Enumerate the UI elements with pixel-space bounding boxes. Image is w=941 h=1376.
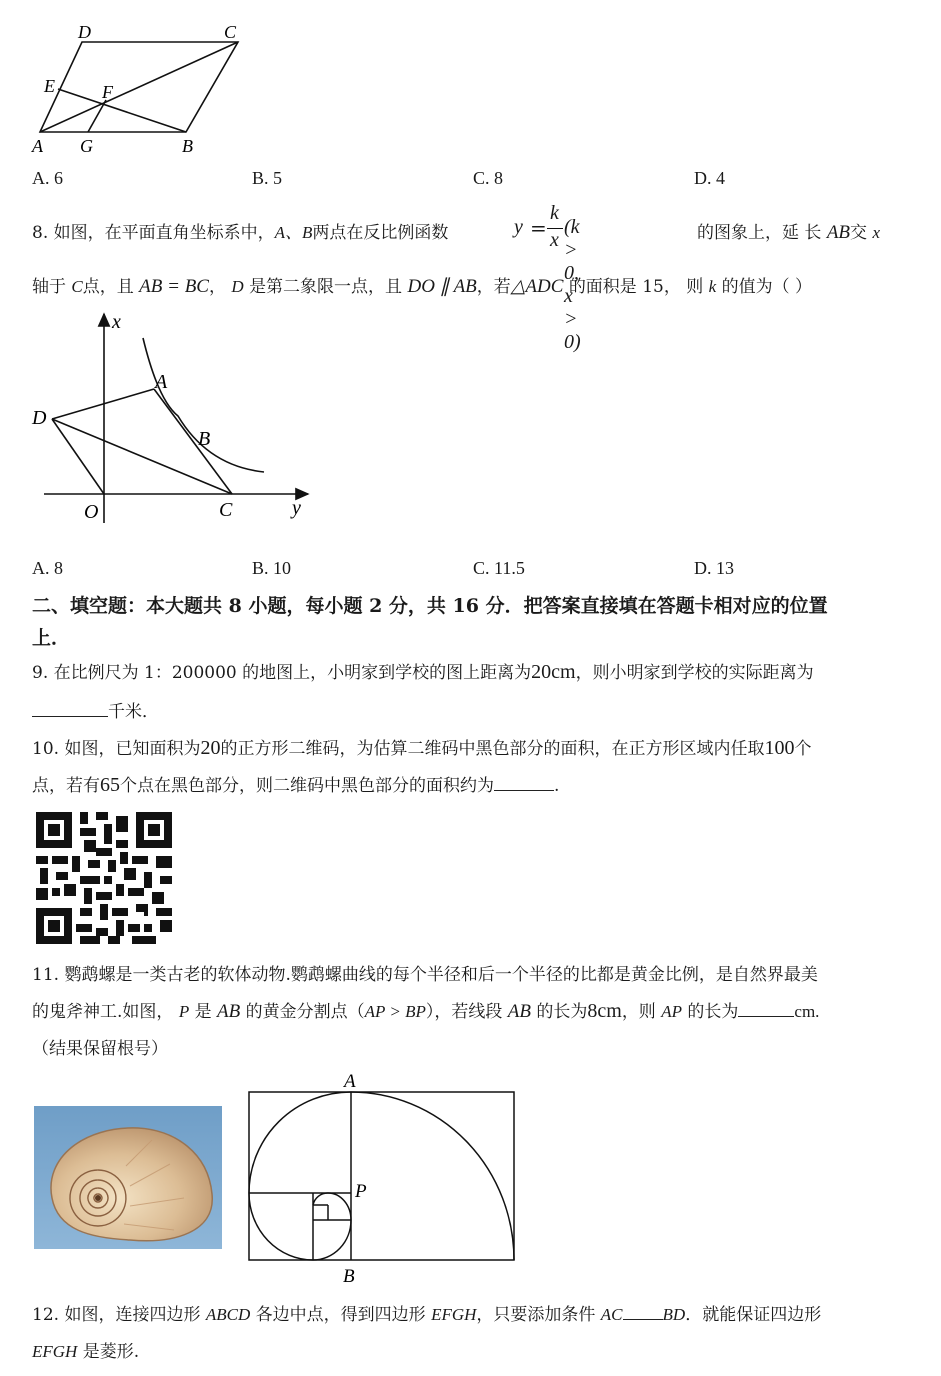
q7-label-b: B (182, 136, 193, 156)
nautilus-shell-photo (34, 1106, 222, 1249)
golden-label-p: P (355, 1181, 367, 1202)
q10-line-2 (32, 771, 559, 797)
q8-number: 8. (32, 223, 49, 243)
q8-text-3: 的图象上，延 长 (697, 223, 822, 243)
section-2-heading-line-1: 二、填空题：本大题共 8 小题，每小题 2 分，共 16 分．把答案直接填在答题卡相对应的位置 (32, 595, 828, 617)
q12-text-3: ，只要添加条件 (476, 1305, 596, 1325)
q8-line2-d: 是第二象限一点，且 (249, 277, 403, 297)
q7-label-a: A (32, 136, 43, 156)
q11-ab-2: AB (507, 1001, 531, 1022)
q11-text-5: 的长为 (536, 1002, 588, 1022)
q8-formula-eq: = (530, 216, 547, 240)
q8-line2-b: 点，且 (82, 277, 134, 297)
q8-label-d: D (32, 407, 47, 429)
q11-length: 8cm (587, 1000, 622, 1022)
q11-text-4: ），若线段 (425, 1002, 503, 1022)
q8-points: A、B (274, 223, 313, 242)
q10-count-100: 100 (764, 737, 795, 759)
q12-ac: AC (600, 1305, 623, 1324)
q8-option-c: C. 11.5 (473, 558, 525, 578)
q12-answer-blank[interactable] (623, 1318, 663, 1320)
q7-segment-gf (88, 100, 106, 132)
q9-text-2: ，则小明家到学校的实际距离为 (575, 663, 814, 683)
section-2-heading-line-2: 上． (32, 627, 71, 649)
q9-answer-blank[interactable] (32, 715, 108, 717)
q7-option-a: A. 6 (32, 168, 63, 188)
q8-label-c: C (219, 499, 233, 521)
q8-label-b: B (198, 428, 211, 450)
q10-text-5: 个点在黑色部分，则二维码中黑色部分的面积约为 (120, 776, 494, 796)
q7-option-b: B. 5 (252, 168, 283, 188)
q8-label-x: x (112, 311, 121, 333)
q12-bd: BD (662, 1305, 686, 1324)
q8-option-d: D. 13 (694, 558, 734, 578)
q9-line-2 (32, 697, 159, 722)
q11-unit: cm. (794, 1002, 820, 1021)
golden-spiral-curve (249, 1092, 514, 1260)
q10-answer-blank[interactable] (494, 789, 554, 791)
q7-label-d: D (78, 22, 91, 42)
q10-period: . (554, 776, 560, 796)
q8-text-2: 两点在反比例函数 (312, 223, 449, 243)
golden-spiral-figure (240, 1068, 526, 1284)
q8-formula-y: y (514, 216, 523, 238)
q12-text-2: 各边中点，得到四边形 (255, 1305, 426, 1325)
q11-text-1: 的鬼斧神工.如图， (32, 1002, 174, 1022)
q8-line-1 (32, 218, 448, 243)
q7-label-f: F (102, 82, 113, 102)
q8-label-o: O (84, 501, 99, 523)
q8-formula-condition: (k > 0, x > 0) (564, 216, 581, 353)
q8-x: x (872, 223, 880, 242)
q8-line2-g: 的值为（ ） (721, 277, 813, 297)
q8-text-1: 如图，在平面直角坐标系中， (53, 223, 275, 243)
q7-option-c: C. 8 (473, 168, 504, 188)
q8-label-a: A (155, 371, 168, 393)
q8-line2-e: ，若 (476, 277, 511, 297)
q8-line2-a: 轴于 (32, 277, 66, 297)
q8-figure (28, 308, 318, 530)
q8-k: k (708, 277, 717, 296)
q8-label-y: y (292, 497, 301, 519)
q9-unit: 千米． (108, 702, 159, 722)
qr-code-image (36, 812, 172, 944)
q8-hyperbola (143, 338, 264, 472)
golden-label-b: B (343, 1266, 355, 1284)
q11-text-2: 是 (194, 1002, 212, 1022)
q9-text-1: 9. 在比例尺为 1：200000 的地图上，小明家到学校的图上距离为 (32, 663, 532, 683)
q8-line2-c: ， (208, 277, 226, 297)
q9-line-1 (32, 658, 814, 684)
q12-text-4: ．就能保证四边形 (685, 1305, 822, 1325)
q12-text-5: 是菱形. (82, 1342, 140, 1362)
q7-label-g: G (80, 136, 93, 156)
q10-text-1: 10. 如图，已知面积为 (32, 739, 201, 759)
q8-triangle: △ADC (510, 276, 564, 297)
q12-line-2 (32, 1337, 139, 1362)
q11-answer-blank[interactable] (738, 1015, 794, 1017)
q8-d: D (231, 277, 244, 296)
q11-text-6: ，则 (621, 1002, 656, 1022)
q11-line-2 (32, 997, 819, 1023)
q12-line-1 (32, 1300, 821, 1325)
q7-diagonal-ac (40, 42, 238, 132)
q11-ap: AP (661, 1002, 682, 1021)
q8-formula-k: k (550, 202, 559, 224)
q7-label-c: C (224, 22, 237, 42)
q8-parallel: DO ∥ AB (407, 276, 477, 297)
q8-c: C (71, 277, 83, 296)
q11-line-1: 11. 鹦鹉螺是一类古老的软体动物.鹦鹉螺曲线的每个半径和后一个半径的比都是黄金比例，是自然界最美 (32, 965, 818, 985)
q10-text-3: 个 (794, 739, 812, 759)
q7-option-d: D. 4 (694, 168, 725, 188)
q8-option-b: B. 10 (252, 558, 292, 578)
q8-segment-da (52, 389, 154, 419)
q10-text-4: 点，若有 (32, 776, 100, 796)
q11-inequality: AP > BP (364, 1002, 426, 1021)
q7-label-e: E (44, 76, 55, 96)
q12-text-1: 12. 如图，连接四边形 (32, 1305, 201, 1325)
q12-efgh: EFGH (431, 1305, 477, 1324)
q8-ab: AB (826, 222, 851, 243)
q8-formula-x: x (550, 229, 559, 251)
q9-distance: 20cm (531, 661, 576, 683)
q8-eq-ab-bc: AB = BC (139, 276, 209, 297)
q10-area-20: 20 (200, 737, 221, 759)
q8-line2-f: 的面积是 15， 则 (568, 277, 704, 297)
q11-p: P (178, 1002, 190, 1021)
q12-abcd: ABCD (205, 1305, 251, 1324)
q10-count-65: 65 (100, 774, 120, 796)
q11-ab: AB (217, 1001, 241, 1022)
q8-line-1-tail (697, 218, 880, 244)
q11-text-3: 的黄金分割点（ (245, 1002, 365, 1022)
q8-text-4: 交 (850, 223, 868, 243)
q11-line-3: （结果保留根号） (32, 1039, 168, 1059)
q12-efgh-2: EFGH (32, 1342, 78, 1361)
q7-figure (28, 22, 258, 157)
q11-text-7: 的长为 (687, 1002, 739, 1022)
q10-text-2: 的正方形二维码，为估算二维码中黑色部分的面积，在正方形区域内任取 (220, 739, 765, 759)
golden-outer-rectangle (249, 1092, 514, 1260)
golden-label-a: A (344, 1071, 356, 1092)
q8-line-2 (32, 272, 812, 298)
q10-line-1 (32, 734, 811, 760)
q8-option-a: A. 8 (32, 558, 63, 578)
